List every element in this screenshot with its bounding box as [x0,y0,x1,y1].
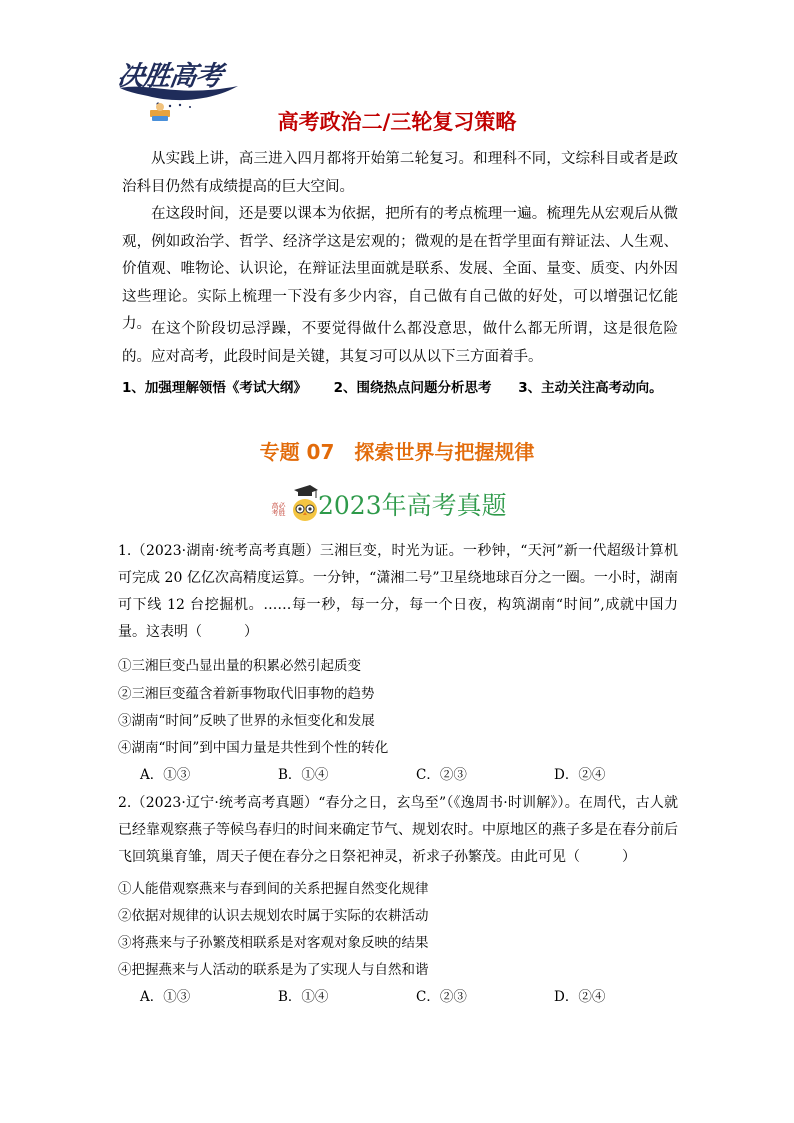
review-tips [122,376,682,396]
intro-paragraph-3: 在这个阶段切忌浮躁，不要觉得做什么都没意思，做什么都无所谓，这是很危险的。应对高考，此段时间是关键，其复习可以从以下三方面着手。 [122,321,678,365]
choice-a[interactable]: A．①③ [140,989,191,1005]
question-1-statement: ①三湘巨变凸显出量的积累必然引起质变 [118,658,361,674]
choice-d[interactable]: D．②④ [554,989,606,1005]
intro-paragraph-2: 在这段时间，还是要以课本为依据，把所有的考点梳理一遍。梳理先从宏观后从微观，例如政治学、哲学、经济学这是宏观的；微观的是在哲学里面有辩证法、人生观、价值观、唯物论、认识论，在辩证法里面就是联系、发展、全面、量变、质变、内外因这些理论。实际上梳理一下没有多少内容，自己做有自己做的好处，可以增强记忆能力。 [122,206,678,332]
svg-text:高考: 高考 [271,502,279,516]
tip-item: 2、围绕热点问题分析思考 [333,380,492,396]
choice-a[interactable]: A．①③ [140,767,191,783]
choice-b[interactable]: B．①④ [278,989,329,1005]
question-1-statement: ③湖南“时间”反映了世界的永恒变化和发展 [118,713,375,729]
choice-c[interactable]: C．②③ [416,989,467,1005]
intro-paragraph-1: 从实践上讲，高三进入四月都将开始第二轮复习。和理科不同，文综科目或者是政治科目仍然有成绩提高的巨大空间。 [122,151,678,195]
choice-b[interactable]: B．①④ [278,767,329,783]
question-1-statement: ④湖南“时间”到中国力量是共性到个性的转化 [118,740,389,756]
tip-item: 3、主动关注高考动向。 [518,380,663,396]
question-2-statement: ①人能借观察燕来与春到间的关系把握自然变化规律 [118,881,429,897]
question-2-statement: ②依据对规律的认识去规划农时属于实际的农耕活动 [118,908,429,924]
question-1-statement: ②三湘巨变蕴含着新事物取代旧事物的趋势 [118,686,375,702]
choice-d[interactable]: D．②④ [554,767,606,783]
section-banner [271,484,534,524]
question-1-stem: 1.（2023·湖南·统考高考真题）三湘巨变，时光为证。一秒钟，“天河”新一代超级计算机可完成 20 亿亿次高精度运算。一分钟，“潇湘二号”卫星绕地球百分之一圈。一小时，湖南可下线 12 台挖掘机。……每一秒，每一分，每一个日夜，构筑湖南“时间”,成就中国力量。这表明（ ） [118,543,678,640]
logo-text: 决胜高考 [115,61,224,92]
question-1-choices [140,763,692,783]
tip-item: 1、加强理解领悟《考试大纲》 [122,380,307,396]
question-2-statement: ③将燕来与子孙繁茂相联系是对客观对象反映的结果 [118,935,429,951]
question-2-stem: 2.（2023·辽宁·统考高考真题）“春分之日，玄鸟至”（《逸周书·时训解》）。在周代，古人就已经靠观察燕子等候鸟春归的时间来确定节气、规划农时。中原地区的燕子多是在春分前后飞回筑巢育雏，周天子便在春分之日祭祀神灵，祈求子孙繁茂。由此可见（ ） [118,795,678,865]
question-2-statement: ④把握燕来与人活动的联系是为了实现人与自然和谐 [118,962,429,978]
document-title: 高考政治二/三轮复习策略 [277,110,517,134]
choice-c[interactable]: C．②③ [416,767,467,783]
svg-text:必胜: 必胜 [278,502,286,516]
section-banner-title: 2023年高考真题 [318,491,507,520]
topic-title: 专题 07 探索世界与把握规律 [259,440,535,464]
question-2-choices [140,985,692,1005]
graduate-owl-icon [271,484,318,524]
